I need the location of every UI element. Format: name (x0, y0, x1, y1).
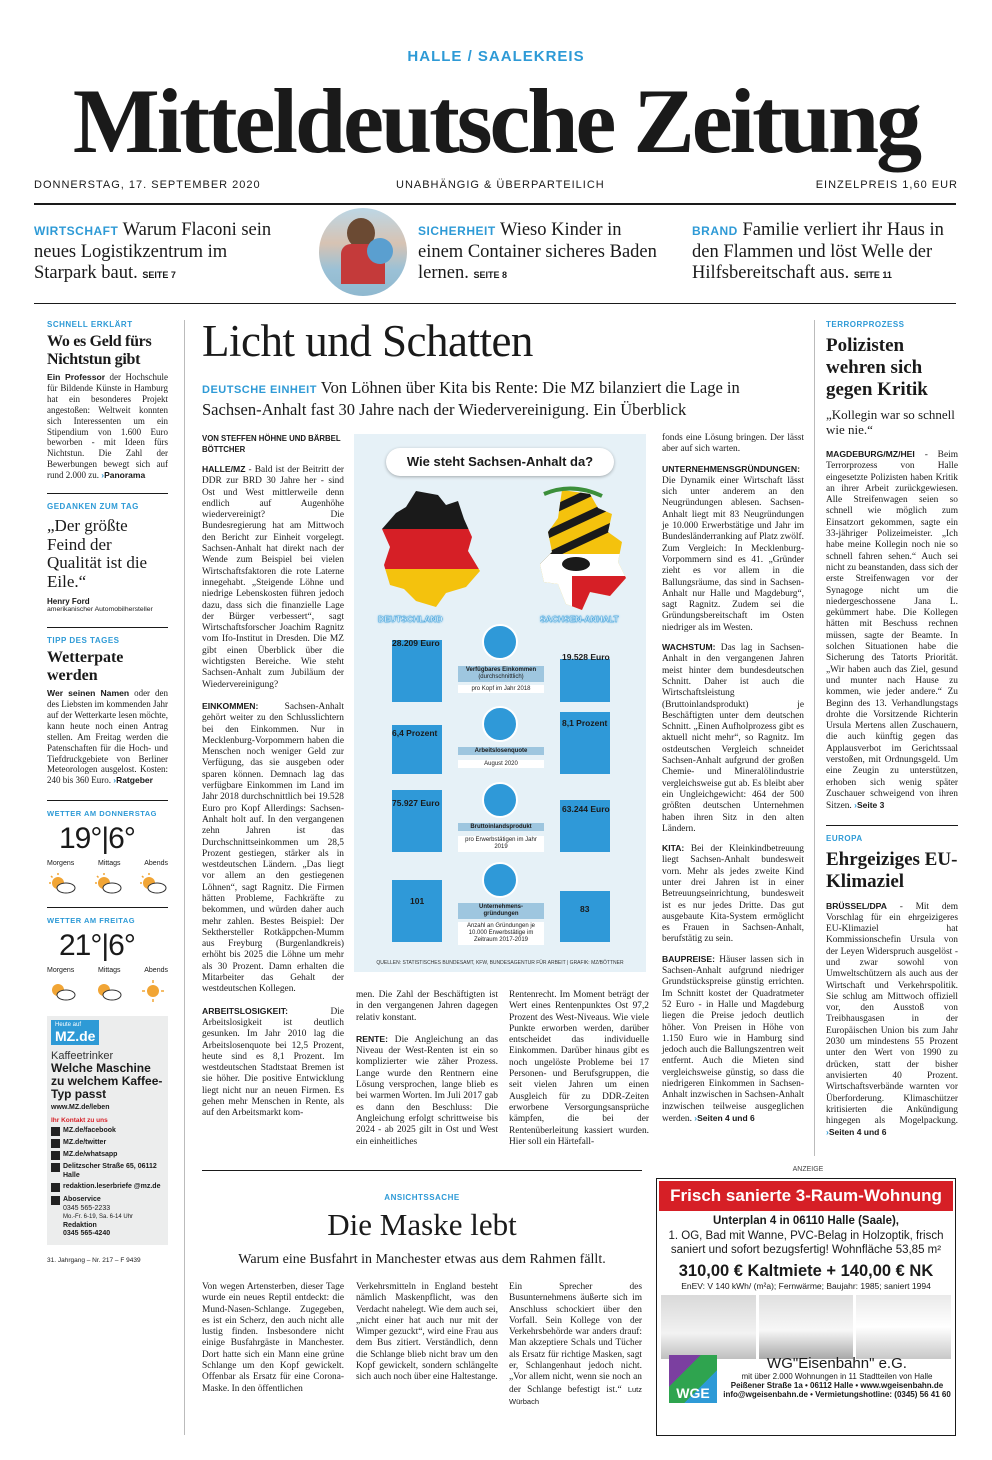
article-text: Die Arbeitslosigkeit ist deutlich gesunken. Im Jahr 2010 lag die Arbeitslosenquote bei 12,5 Prozent, heute sind es 8,1 Prozent. Im westdeutschen Stadtstaat Bremen ist sie höher. Die positive Entwicklung liegt nicht nur an neuen Firmen. Es gehen mehr Menschen in Rente, als auf den Arbeitsmarkt kom- (202, 1006, 344, 1119)
author: Lutz Würbach (509, 1384, 643, 1406)
lead-col2 (356, 990, 498, 1148)
ad-text: 1. OG, Bad mit Wanne, PVC-Belag in Holzoptik, frisch (668, 1229, 944, 1242)
value-label: 101 (410, 896, 425, 906)
bottom-col2: Verkehrsmitteln in England besteht nämlich Maskenpflicht, was den Verdacht nahelegt. Wie dem auch sei, „nicht einer hat auch nur mit der Wimper gezuckt“, wird eine Frau aus dem Bus zitiert. Verständlich, denn die Schlange blieb nicht brav um den Kopf gewickelt, sondern schlängelte sich auch noch über eine Haltestange. (356, 1282, 498, 1383)
contact-whatsapp[interactable]: MZ.de/whatsapp (63, 1151, 118, 1159)
tipp-title: Wetterpate werden (47, 649, 124, 685)
ad-photo-room (856, 1295, 951, 1359)
weather-time-label: Abends (144, 860, 168, 868)
info-source: QUELLEN: STATISTISCHES BUNDESAMT, KFW, BUNDESAGENTUR FÜR ARBEIT | GRAFIK: MZ/BÖTTNER (376, 960, 624, 966)
sun-icon (138, 980, 168, 1002)
weather-temperature: 19°|6° (59, 822, 135, 856)
bottom-headline: Die Maske lebt (327, 1207, 517, 1242)
article-text: men. Die Zahl der Beschäftigten ist in den vergangenen Jahren dagegen relativ konstant. (356, 990, 498, 1023)
article-text: Die Angleichung an das Niveau der West-Renten ist ein so komplizierter wie zäher Prozess. Lange wurde den Rentnern eine Lösung versprochen, lange blieb es bei warmen Worten. Im Juli 2017 gab es dann den Beschluss: Die Angleichung erfolgt schrittweise bis 2024 - ab 2025 gilt in Ost und West ein einheitliches (356, 1034, 498, 1147)
teaser-kicker: BRAND (692, 224, 738, 238)
abo-hours: Mo.-Fr. 6-19, Sa. 6-14 Uhr (63, 1214, 134, 1221)
ad-company-line: info@wgeisenbahn.de • Vermietungshotline: (0345) 56 41 60 (723, 1390, 951, 1399)
jobless-icon (482, 706, 518, 742)
region-label: HALLE / SAALEKREIS (407, 48, 585, 65)
location-icon (51, 1163, 60, 1172)
lead-col1 (202, 433, 344, 1120)
bar-right-3 (560, 891, 610, 942)
redaktion-label: Redaktion (63, 1221, 97, 1229)
teaser-page: SEITE 8 (473, 270, 507, 280)
lead-in: Wer seinen Namen (47, 688, 130, 699)
section-kicker: GEDANKEN ZUM TAG (47, 502, 139, 512)
promo-link[interactable]: www.MZ.de/leben (51, 1104, 110, 1112)
article-text: - Beim Terrorprozess von Halle eingesetzte Polizisten haben Kritik an ihrer Arbeit zurückgewiesen. Alle Streifenwagen seien so schnell wie möglich zum Einsatzort gekommen, sagte ein 33-jähriger Polizeimeister. „Ich habe meine Kollegin noch nie so schnell fahren sehen.“ Auch sei nicht zu beanstanden, dass sich der erste Streifenwagen vor der Synagoge nicht um die niedergeschossene Jana L. gekümmert habe. Die Kollegen hätten mit Beschuss rechnen müssen, sagte der Beamte. In solchen Situationen habe die Sicherung des Tatorts Priorität. „Wir haben auch das Ziel, gesund und munter nach Hause zu kommen, wie jeder andere.“ Zu Beginn des 13. Verhandlungstags drohte die Vorsitzende Richterin Ursula Mertens allen Zuschauern, die auch künftig gegen das Applausverbot im Gerichtssaal verstoßen, mit Ordnungsgeld. Um eine Zeugin zu unterstützen, erhoben sich wenig später Zuschauer schweigend von ihren Sitzen. (826, 450, 958, 812)
contact-address: Delitzscher Straße 65, 06112 Halle (63, 1163, 157, 1179)
teaser-brand[interactable] (692, 220, 956, 286)
teaser-page: SEITE 11 (853, 270, 892, 280)
promo-title: Welche Maschine zu welchem Kaffee-Typ passt (51, 1061, 163, 1102)
wge-logo-text: WGE (676, 1385, 710, 1401)
facebook-icon (51, 1127, 60, 1136)
article-text: Rentenrecht. Im Moment beträgt der Wert eines Rentenpunktes Ost 97,2 Prozent des West-Niveaus. Wie viele Punkte erworben werden, darüber entscheidet das individuelle Einkommen. Darüber hinaus gibt es noch ungelöste Probleme bei 17 Personen- und Berufsgruppen, die seit vielen Jahren um einen Ausgleich für zu DDR-Zeiten erworbene Versorgungsansprüche kämpfen, die bei der Rentenüberleitung kassiert wurden. Hier soll ein Härtefall- (509, 990, 649, 1147)
startup-icon (482, 862, 518, 898)
lead-kicker: DEUTSCHE EINHEIT (202, 384, 317, 396)
article-text: Die Dynamik einer Wirtschaft lässt sich unter anderem an den Neugründungen ablesen. Sachsen-Anhalt liegt mit 83 Neugründungen je 10.000 Erwerbstätige und Jahr im Bundesländerranking auf Platz zwölf. Zum Vergleich: In Mecklenburg-Vorpommern sind es 41. „Gründer zieht es vor allem in die Ballungsräume, das sind in Sachsen-Anhalt nur Halle und Magdeburg“, sagt Ragnitz. Zudem sei die Gründungsbereitschaft im Osten niedriger als im Westen. (662, 475, 804, 633)
value-label: 75.927 Euro (392, 798, 440, 808)
bottom-col1: Von wegen Artensterben, dieser Tage wurde ein neues Reptil entdeckt: die Mund-Nasen-Schlange. Zugegeben, es ist ein Scherz, den auch nicht alle lustig finden. Insbesondere nicht einige Busfahrgäste in Manchester. Dort hatte sich ein Mann eine grüne Schlange um den Kopf gewickelt. Offenbar als Ersatz für eine Corona-Maske. In den öffentlichen (202, 1282, 344, 1394)
weather-time-label: Mittags (97, 860, 121, 868)
promo-small: Heute auf (55, 1022, 82, 1029)
article-text: Häuser lassen sich in Sachsen-Anhalt aufgrund niedriger Grundstückspreise günstig errichten. Im Schnitt kostet der Quadratmeter 52 Euro - in Halle und Magdeburg liegen die Preise jedoch deutlich höher. Von Preisen in Höhe von 1.150 Euro wie in Hamburg sind jedoch auch die Ballungszentren weit entfernt. Auch die Mieten sind vergleichsweise günstig, so dass die niedrigeren Einkommen in Sachsen-Anhalt inzwischen in Sachsen-Anhalt inzwischen teilweise ausgeglichen werden. (662, 954, 804, 1124)
article-text: Bei der Kleinkindbetreuung liegt Sachsen-Anhalt bundesweit vorn. Mehr als jedes zweite Kind unter drei Jahren ist in einer Betreuungseinrichtung, bundesweit ist es nur jedes Dritte. Das gut ausgebaute Kita-System ermöglicht es Frauen in Sachsen-Anhalt, berufstätig zu sein. (662, 844, 804, 945)
contact-title: Ihr Kontakt zu uns (51, 1117, 108, 1125)
motto: UNABHÄNGIG & ÜBERPARTEILICH (396, 179, 605, 191)
teaser-text: Wieso Kinder in einem Container sicheres Baden lernen. (418, 220, 657, 283)
contact-twitter[interactable]: MZ.de/twitter (63, 1139, 107, 1147)
section-kicker: TERRORPROZESS (826, 320, 905, 329)
terror-title: Polizisten wehren sich gegen Kritik (826, 335, 928, 400)
teaser-text: Warum Flaconi sein neues Logistikzentrum im Starpark baut. (34, 220, 272, 283)
bar-left-0 (392, 640, 442, 702)
page-reference[interactable]: › Seiten 4 und 6 (694, 1113, 754, 1123)
lead-in: Ein Professor (47, 372, 106, 382)
sun-cloud-icon (93, 980, 123, 1002)
authors: VON STEFFEN HÖHNE UND BÄRBEL BÖTTCHER (202, 434, 341, 454)
lead-in: EINKOMMEN: (202, 700, 259, 711)
weather-time-label: Morgens (47, 967, 75, 975)
right-column (826, 320, 958, 1140)
contact-facebook[interactable]: MZ.de/facebook (63, 1127, 116, 1135)
ad-photo-bathroom (661, 1295, 756, 1359)
value-label: 8,1 Prozent (562, 718, 608, 728)
lead-in: BAUPREISE: (662, 953, 716, 964)
contact-email[interactable]: redaktion.leserbriefe @mz.de (63, 1183, 161, 1191)
weather-time-label: Abends (144, 967, 168, 975)
ad-text: saniert und sofort bezugsfertig! Wohnfläche 53,85 m² (670, 1244, 942, 1256)
indicator-label: Arbeitslosenquote (458, 747, 544, 755)
teaser-kicker: WIRTSCHAFT (34, 224, 119, 238)
teaser-kicker: SICHERHEIT (418, 224, 496, 238)
issue-date: DONNERSTAG, 17. SEPTEMBER 2020 (34, 179, 261, 191)
indicator-note: August 2020 (458, 760, 544, 768)
phone-icon (51, 1196, 60, 1205)
newspaper-title: Mitteldeutsche Zeitung (72, 70, 920, 172)
value-label: 63.244 Euro (562, 804, 610, 814)
teaser-page: SEITE 7 (142, 270, 176, 280)
ad-address: Unterplan 4 in 06110 Halle (Saale), (713, 1215, 899, 1227)
bottom-col3 (509, 1282, 642, 1408)
section-kicker: SCHNELL ERKLÄRT (47, 320, 133, 329)
lead-in: UNTERNEHMENSGRÜNDUNGEN: (662, 463, 800, 474)
lead-in: HALLE/MZ (202, 464, 246, 474)
price: EINZELPREIS 1,60 EUR (815, 179, 958, 191)
indicator-label: Verfügbares Einkommen (durchschnittlich) (458, 666, 544, 682)
lead-col4 (662, 433, 804, 1125)
sun-cloud-icon (47, 980, 77, 1002)
indicator-note: pro Kopf im Jahr 2018 (458, 685, 544, 693)
ad-company-name: WG"Eisenbahn" e.G. (767, 1355, 907, 1372)
lead-in: WACHSTUM: (662, 642, 716, 653)
indicator-label: Bruttoinlandsprodukt (458, 823, 544, 831)
lead-in: KITA: (662, 843, 685, 854)
ad-price: 310,00 € Kaltmiete + 140,00 € NK (678, 1261, 934, 1280)
indicator-label: Unternehmens- gründungen (458, 903, 544, 919)
section-kicker: TIPP DES TAGES (47, 636, 120, 646)
weather-temperature: 21°|6° (59, 929, 135, 963)
lead-subtitle: Von Löhnen über Kita bis Rente: Die MZ bilanziert die Lage in Sachsen-Anhalt fast 30 Jahre nach der Wiedervereinigung. Ein Überblick (202, 378, 740, 419)
quote-author-role: amerikanischer Automobilhersteller (47, 606, 153, 614)
article-text: oder den des Liebsten im kommenden Jahr auf der Wetterkarte lesen möchte, kann heute noch einen Antrag stellen. Am Freitag werden die Patenschaften für die Hoch- und Tiefdruckgebiete von Berliner Meteorologen ausgelost. Kosten: 240 bis 360 Euro. (47, 688, 168, 786)
left-column (47, 320, 168, 1264)
page-reference[interactable]: › Seite 3 (854, 800, 884, 810)
abo-phone: 0345 565-2233 (63, 1204, 111, 1212)
indicator-note: pro Erwerbstätigen im Jahr 2019 (458, 836, 544, 852)
ad-label: ANZEIGE (792, 1166, 824, 1173)
section-kicker: EUROPA (826, 833, 863, 843)
indicator-note: Anzahl an Gründungen je 10.000 Erwerbstätige im Zeitraum 2017-2019 (458, 922, 544, 945)
teaser-photo (319, 208, 407, 296)
ad-photo-kitchen (759, 1295, 854, 1359)
ad-box[interactable] (656, 1178, 956, 1436)
issue-info: 31. Jahrgang – Nr. 217 – F 9439 (47, 1256, 141, 1264)
ad-title: Frisch sanierte 3-Raum-Wohnung (659, 1181, 953, 1211)
twitter-icon (51, 1139, 60, 1148)
bar-left-3 (392, 880, 442, 942)
bottom-kicker: ANSICHTSSACHE (384, 1193, 460, 1202)
factory-icon (482, 782, 518, 818)
lead-headline: Licht und Schatten (202, 316, 533, 366)
lead-in: BRÜSSEL/DPA (826, 900, 887, 911)
page-reference[interactable]: › Seiten 4 und 6 (826, 1127, 886, 1137)
article-text: - Bald ist der Beitritt der DDR zur BRD 30 Jahre her - sind Ost und West mittlerweile denn endlich auf Augenhöhe wiedervereinigt? Die Bundesregierung hat am Mittwoch den Bericht zur Einheit vorgelegt. Sachsen-Anhalt hat direkt nach der Wende zum Beispiel bei vielen Wirtschaftsfaktoren die rote Laterne innegehabt. „Steigende Löhne und niedrige Lebenskosten führen jedoch dazu, dass sich die finanzielle Lage der Bürger verbessert“, sagt Wirtschaftsforscher Joachim Ragnitz vom Ifo-Institut in Dresden. Die MZ gibt einen Überblick über die wichtigsten Bereiche. Wie steht Sachsen-Anhalt zum Jubiläum der Wiedervereinigung? (202, 465, 344, 690)
value-label: 19.528 Euro (562, 652, 610, 662)
value-label: 83 (580, 904, 590, 914)
quote-author: Henry Ford (47, 597, 90, 607)
value-label: 28.209 Euro (392, 638, 440, 648)
info-label-left: DEUTSCHLAND (378, 614, 443, 624)
lead-col3 (509, 990, 649, 1148)
weather-time-label: Mittags (97, 967, 121, 975)
mz-promo-box[interactable] (47, 1016, 168, 1245)
mail-icon (51, 1183, 60, 1192)
article-text: - Mit dem Vorschlag für ein ehrgeizigeres EU-Klimaziel hat Kommissionschefin Ursula von der Leyen Widerspruch ausgelöst - und zwar sowohl von Umweltschützern als auch aus der Wirtschaft und Verkehrspolitik. Sie schlug am Mittwoch offiziell vor, den Ausstoß von Treibhausgasen in der Europäischen Union bis zum Jahr 2030 um mindestens 55 Prozent unter den Wert von 1990 zu drücken, statt der bisher anvisierten 40 Prozent. Wirtschaftsverbände warnten vor Überforderung. Klimaschützer kritisierten die Ankündigung hingegen als Mogelpackung. (826, 901, 958, 1127)
infographic (354, 434, 646, 972)
lead-in: MAGDEBURG/MZ/HEI (826, 449, 915, 459)
info-title: Wie steht Sachsen-Anhalt da? (406, 454, 594, 469)
quote: „Der größte Feind der Qualität ist die Eile.“ (47, 516, 148, 591)
money-icon (482, 624, 518, 660)
sun-cloud-icon (93, 873, 123, 895)
article-text: fonds eine Lösung bringen. Der lässt aber auf sich warten. (662, 433, 804, 455)
promo-kicker: Kaffeetrinker (51, 1050, 114, 1063)
article-text: Ein Sprecher des Busunternehmens äußerte sich im Anschluss schockiert über den Vorfall. Sein Kollege von der Verkehrsbehörde war anders drauf: Man akzeptiere Schals und Tücher als Ersatz für richtige Masken, sagt er, Schlangenhaut jedoch nicht. „Vor allem nicht, wenn sie noch an der Schlange befestigt ist.“ (509, 1282, 642, 1395)
info-label-right: SACHSEN-ANHALT (540, 614, 619, 624)
bottom-subheadline: Warum eine Busfahrt in Manchester etwas aus dem Rahmen fällt. (238, 1252, 606, 1267)
sun-cloud-icon (138, 873, 168, 895)
schnell-erklaert-title: Wo es Geld fürs Nichtstun gibt (47, 333, 152, 368)
teaser-wirtschaft[interactable] (34, 220, 274, 286)
ad-company-line: mit über 2.000 Wohnungen in 11 Stadtteilen von Halle (741, 1372, 933, 1381)
whatsapp-icon (51, 1151, 60, 1160)
article-text: Sachsen-Anhalt gehört weiter zu den Schlusslichtern bei den Einkommen. Nur in Mecklenburg-Vorpommern haben die Menschen noch weniger Geld zur Verfügung, das sie ausgeben oder sparen können. Demnach lag das verfügbare Einkommen im Land im Jahr 2018 durchschnittlich bei 19.528 Euro pro Kopf Allerdings: Sachsen-Anhalt holt auf. In den vergangenen zehn Jahren ist das Durchschnittseinkommen um 28,5 Prozent gestiegen, stärker als in westdeutschen Ländern. „Das liegt vor allem an den gestiegenen Löhnen“, sagt Ragnitz. Die Firmen hätten Probleme, Fachkräfte zu bekommen, und würden daher auch mehr zahlen. Bestes Beispiel: Der Sekthersteller Rotkäppchen-Mumm aus Freyburg (Burgenlandkreis) erhöht bis 2025 die Löhne um mehr als 30 Prozent. Damn erhalten die Mitarbeiter das Gehalt der westdeutschen Kollegen. (202, 701, 344, 995)
sun-cloud-icon (47, 873, 77, 895)
weather-time-label: Morgens (47, 860, 75, 868)
page-reference[interactable]: › Ratgeber (113, 775, 153, 785)
lead-subheadline (202, 378, 792, 420)
page-reference[interactable]: › Panorama (101, 470, 145, 480)
teaser-text: Familie verliert ihr Haus in den Flammen und löst Welle der Hilfsbereitschaft aus. (692, 220, 944, 283)
europa-title: Ehrgeiziges EU-Klimaziel (826, 848, 958, 892)
weather-kicker: WETTER AM FREITAG (47, 916, 136, 926)
value-label: 6,4 Prozent (392, 728, 438, 738)
lead-in: RENTE: (356, 1033, 388, 1044)
article-text: der Hochschule für Bildende Künste in Hamburg hat ein besonderes Projekt angestoßen: Weltweit konnten sich Interessenten um ein Stipendium von 1.600 Euro beworben - mit Ideen fürs Nichtstun. Die Zahl der Bewerbungen bewegt sich auf rund 2.000 zu. (47, 372, 168, 481)
teaser-sicherheit[interactable] (418, 220, 658, 286)
lead-in: ARBEITSLOSIGKEIT: (202, 1005, 288, 1016)
ad-energy: EnEV: V 140 kWh/ (m²a); Fernwärme; Baujahr: 1985; saniert 1994 (681, 1280, 931, 1291)
weather-kicker: WETTER AM DONNERSTAG (47, 809, 157, 819)
ad-company-line: Peißener Straße 1a • 06112 Halle • www.wgeisenbahn.de (730, 1381, 944, 1390)
terror-quote: „Kollegin war so schnell wie nie.“ (826, 407, 955, 437)
bar-right-0 (560, 659, 610, 702)
redaktion-phone: 0345 565-4240 (63, 1230, 111, 1238)
abo-label: Aboservice (63, 1196, 101, 1204)
article-text: Das lag in Sachsen-Anhalt in den vergangenen Jahren meist hinter dem bundesdeutschen Schnitt. Daher ist auch die Wirtschaftsleistung (Bruttoinlandsprodukt) je Beschäftigten unter dem deutschen Schnitt. „Einen Aufholprozess gibt es aktuell nicht mehr“, so Ragnitz. Im ostdeutschen Vergleich schneidet Sachsen-Anhalt aufgrund der großen Chemie- und Mineralölindustrie vergleichsweise gut ab. Es bleibt aber ein Ungleichgewicht: 464 der 500 größten deutschen Unternehmen haben ihren Sitz in den alten Ländern. (662, 643, 804, 834)
mz-logo: MZ.de (55, 1028, 96, 1045)
